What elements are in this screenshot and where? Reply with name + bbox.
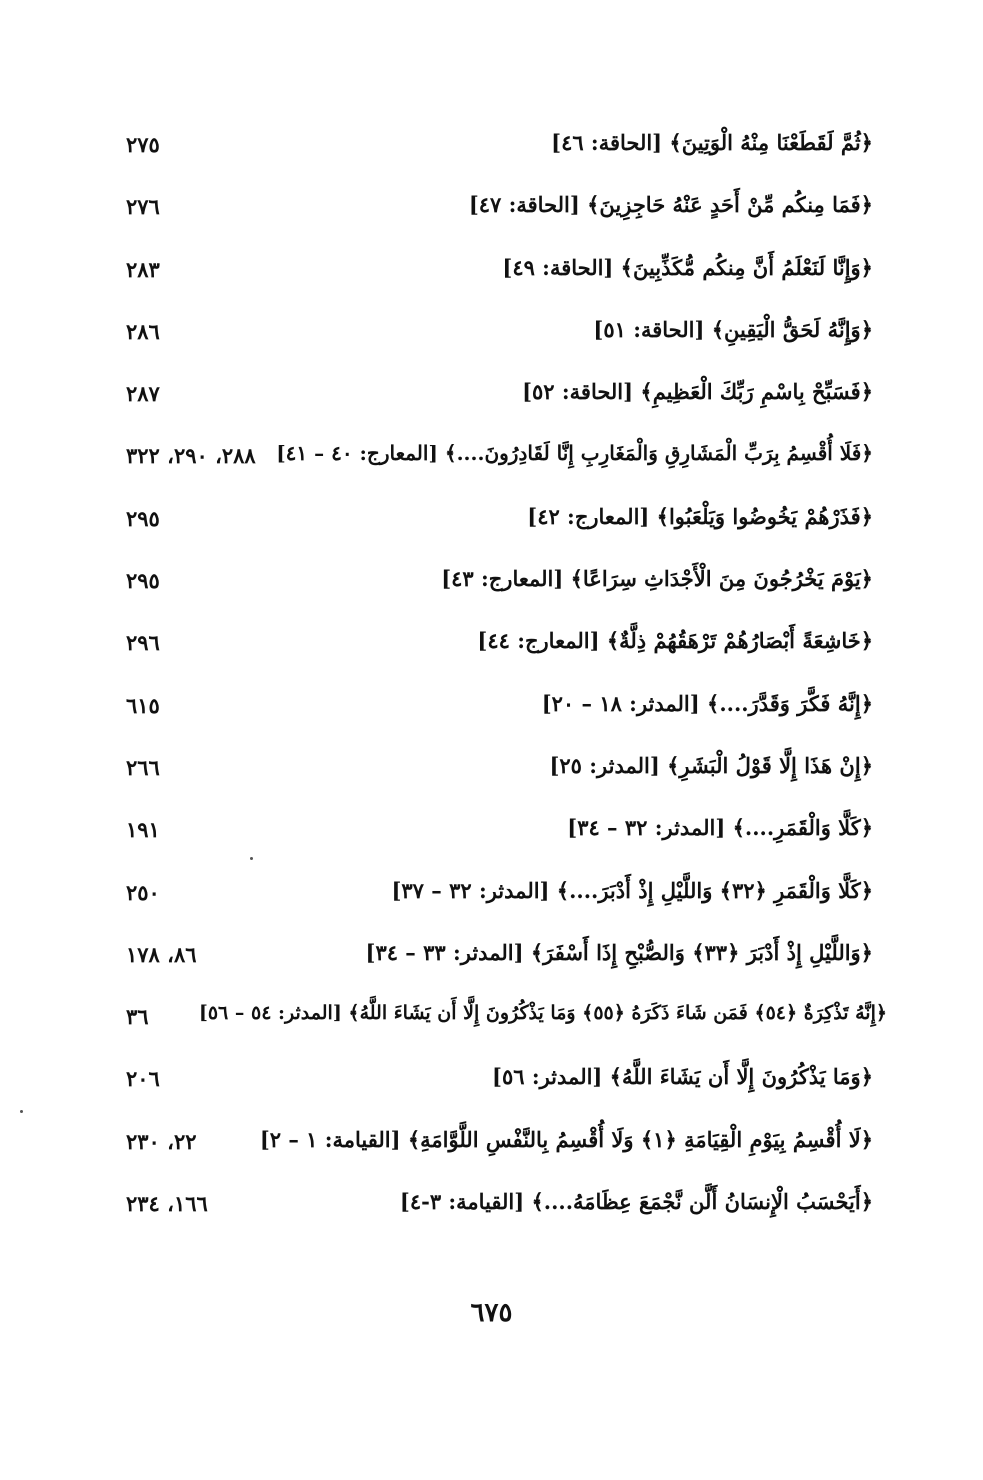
verse-citation: ﴿وَمَا يَذْكُرُونَ إِلَّا أَن يَشَاءَ اللَّهُ﴾ [المدثر: ٥٦] <box>492 1064 873 1090</box>
index-entry <box>0 367 983 429</box>
verse-index-list <box>0 118 983 1239</box>
index-entry <box>0 679 983 741</box>
index-entry <box>0 305 983 367</box>
page-references: ٢٨٣ <box>126 256 160 282</box>
page-references: ٣٦ <box>126 1004 149 1030</box>
page-references: ٢٨٧ <box>126 381 160 407</box>
verse-citation: ﴿ثُمَّ لَقَطَعْنَا مِنْهُ الْوَتِينَ﴾ [الحاقة: ٤٦] <box>551 130 873 155</box>
page-references: ١٩١ <box>126 817 160 843</box>
page-references: ٢٨٨، ٢٩٠، ٣٢٢ <box>126 443 256 469</box>
verse-citation: ﴿كَلَّا وَالْقَمَرِ ﴿٣٢﴾ وَاللَّيْلِ إِذْ أَدْبَرَ....﴾ [المدثر: ٣٢ – ٣٧] <box>391 877 873 903</box>
index-entry <box>0 928 983 990</box>
page-number: ٦٧٥ <box>470 1298 513 1328</box>
verse-citation: ﴿فَلَا أُقْسِمُ بِرَبِّ الْمَشَارِقِ وَالْمَغَارِبِ إِنَّا لَقَادِرُونَ....﴾ [المعارج: ٤٠ – ٤١] <box>276 441 873 466</box>
verse-citation: ﴿وَإِنَّهُ لَحَقُّ الْيَقِينِ﴾ [الحاقة: ٥١] <box>593 316 873 342</box>
index-entry <box>0 180 983 242</box>
verse-citation: ﴿إِنَّهُ فَكَّرَ وَقَدَّرَ....﴾ [المدثر: ١٨ – ٢٠] <box>541 690 873 716</box>
verse-citation: ﴿يَوْمَ يَخْرُجُونَ مِنَ الْأَجْدَاثِ سِرَاعًا﴾ [المعارج: ٤٣] <box>441 566 873 592</box>
verse-citation: ﴿إِنْ هَذَا إِلَّا قَوْلُ الْبَشَرِ﴾ [المدثر: ٢٥] <box>549 752 873 778</box>
index-entry <box>0 866 983 928</box>
page-references: ٨٦، ١٧٨ <box>126 941 197 967</box>
index-entry <box>0 1115 983 1177</box>
index-entry <box>0 554 983 616</box>
verse-citation: ﴿فَسَبِّحْ بِاسْمِ رَبِّكَ الْعَظِيمِ﴾ [الحاقة: ٥٢] <box>522 379 873 405</box>
page-references: ٢٨٦ <box>126 318 160 344</box>
verse-citation: ﴿إِنَّهُ تَذْكِرَةٌ ﴿٥٤﴾ فَمَن شَاءَ ذَكَرَهُ ﴿٥٥﴾ وَمَا يَذْكُرُونَ إِلَّا أَن يَشَاءَ اللَّهُ﴾ [المدثر: ٥٤ – ٥٦] <box>198 1002 887 1025</box>
index-entry <box>0 1177 983 1239</box>
verse-citation: ﴿فَمَا مِنكُم مِّنْ أَحَدٍ عَنْهُ حَاجِزِينَ﴾ [الحاقة: ٤٧] <box>468 192 873 218</box>
page-references: ٢٧٦ <box>126 194 160 220</box>
page-references: ٢٩٦ <box>126 630 160 656</box>
page-references: ٢٩٥ <box>126 505 160 531</box>
verse-citation: ﴿لَا أُقْسِمُ بِيَوْمِ الْقِيَامَةِ ﴿١﴾ وَلَا أُقْسِمُ بِالنَّفْسِ اللَّوَّامَةِ﴾ [القيامة: ١ – ٢] <box>259 1126 873 1152</box>
page-references: ٢٧٥ <box>126 132 160 157</box>
index-entry <box>0 1052 983 1114</box>
page-references: ١٦٦، ٢٣٤ <box>126 1191 208 1217</box>
index-entry <box>0 990 983 1052</box>
scan-speck <box>20 1110 23 1113</box>
page-references: ٢٢، ٢٣٠ <box>126 1128 197 1154</box>
index-entry <box>0 243 983 305</box>
page-references: ٢٥٠ <box>126 879 160 905</box>
index-entry <box>0 492 983 554</box>
scan-speck <box>250 857 253 860</box>
index-entry <box>0 616 983 678</box>
index-entry <box>0 118 983 180</box>
verse-citation: ﴿كَلَّا وَالْقَمَرِ....﴾ [المدثر: ٣٢ – ٣٤] <box>567 815 873 841</box>
index-entry <box>0 803 983 865</box>
verse-citation: ﴿وَاللَّيْلِ إِذْ أَدْبَرَ ﴿٣٣﴾ وَالصُّبْحِ إِذَا أَسْفَرَ﴾ [المدثر: ٣٣ – ٣٤] <box>365 939 873 965</box>
verse-citation: ﴿أَيَحْسَبُ الْإِنسَانُ أَلَّن نَّجْمَعَ عِظَامَهُ....﴾ [القيامة: ٣-٤] <box>399 1189 873 1215</box>
verse-citation: ﴿وَإِنَّا لَنَعْلَمُ أَنَّ مِنكُم مُّكَذِّبِينَ﴾ [الحاقة: ٤٩] <box>502 254 873 280</box>
page-references: ٢٦٦ <box>126 754 160 780</box>
index-entry <box>0 429 983 491</box>
verse-citation: ﴿فَذَرْهُمْ يَخُوضُوا وَيَلْعَبُوا﴾ [المعارج: ٤٢] <box>527 503 873 529</box>
page-references: ٢٠٦ <box>126 1066 160 1092</box>
verse-citation: ﴿خَاشِعَةً أَبْصَارُهُمْ تَرْهَقُهُمْ ذِلَّةٌ﴾ [المعارج: ٤٤] <box>477 628 873 654</box>
page-references: ٢٩٥ <box>126 568 160 594</box>
index-entry <box>0 741 983 803</box>
page-references: ٦١٥ <box>126 692 160 718</box>
